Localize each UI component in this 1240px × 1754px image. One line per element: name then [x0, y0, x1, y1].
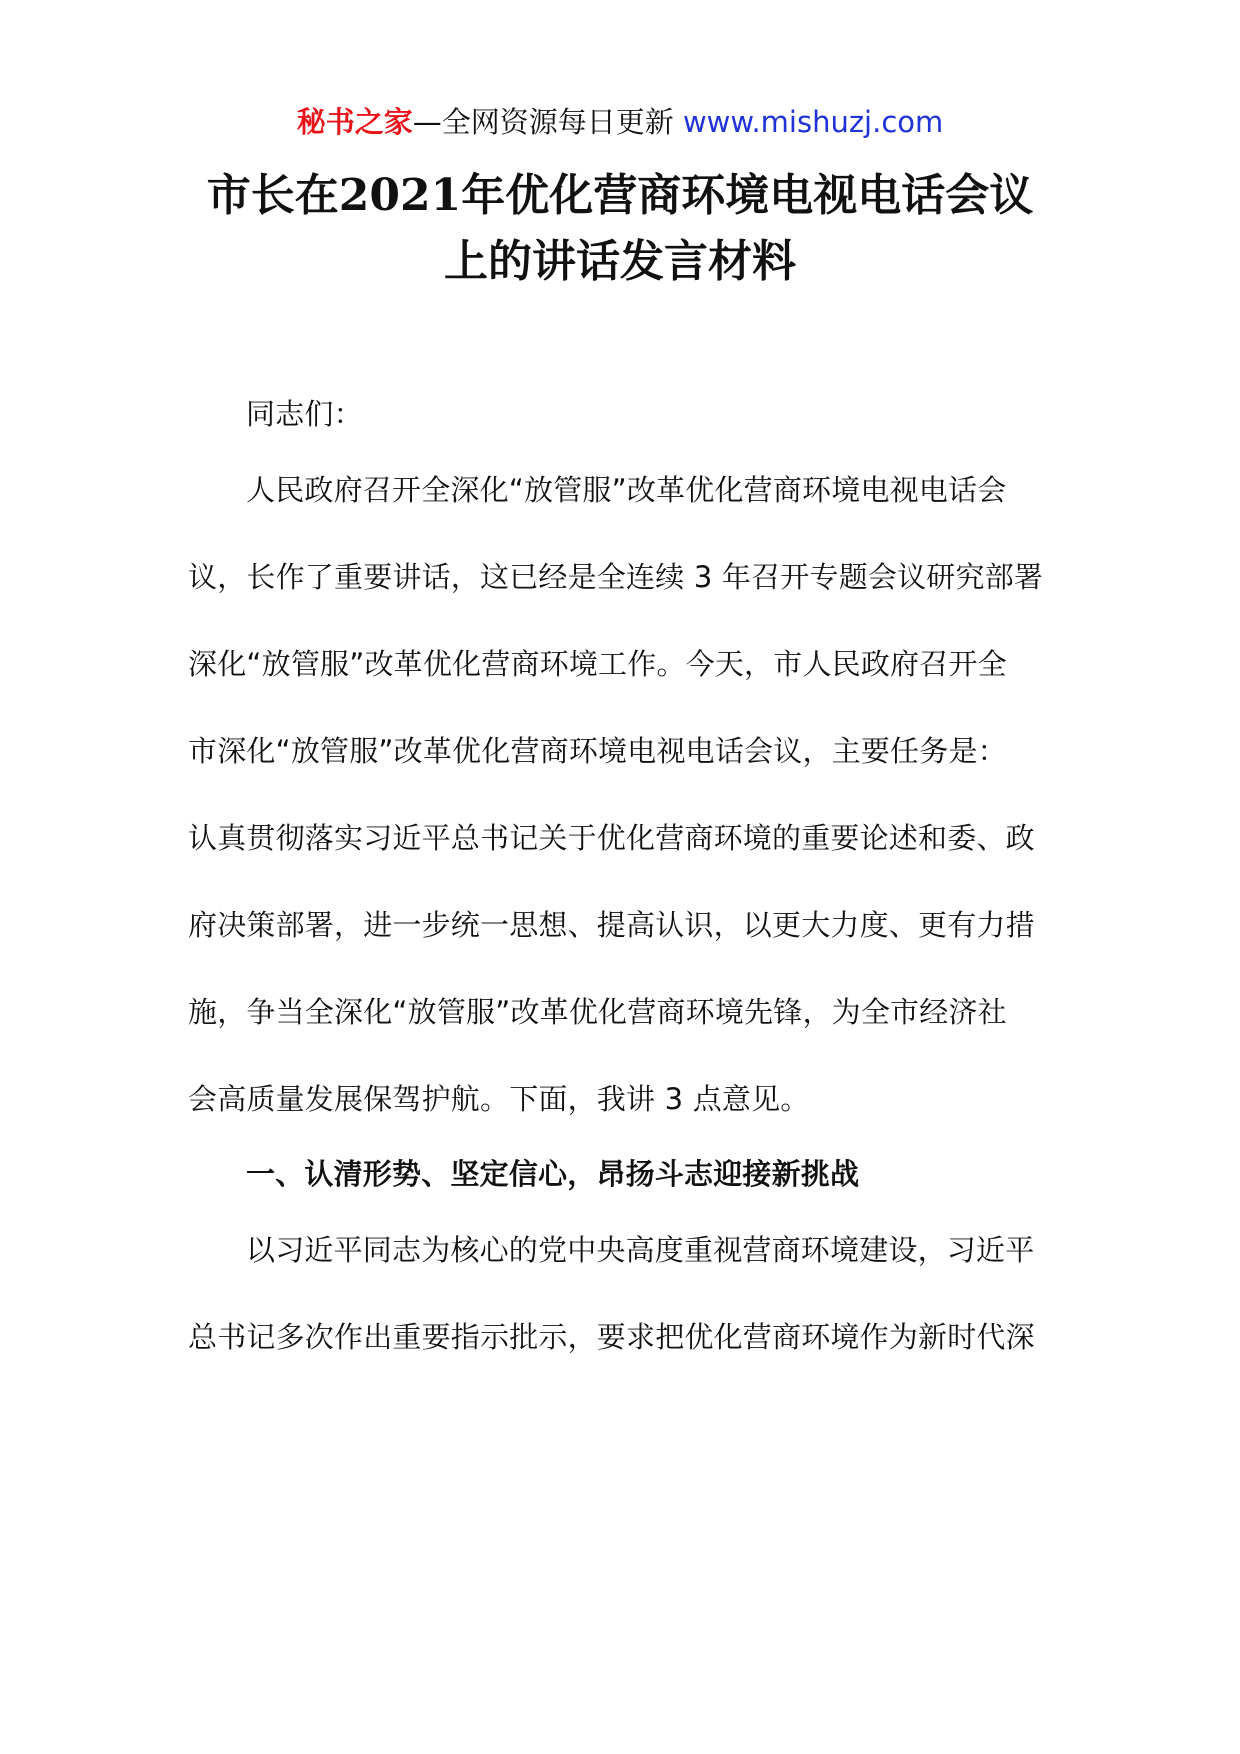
paragraph-line: 深化“放管服”改革优化营商环境工作。今天，市人民政府召开全: [188, 647, 1007, 681]
paragraph-line: 以习近平同志为核心的党中央高度重视营商环境建设，习近平: [246, 1233, 1035, 1267]
section-heading: 一、认清形势、坚定信心，昂扬斗志迎接新挑战: [246, 1157, 860, 1191]
salutation: 同志们：: [246, 397, 363, 431]
paragraph-line: 总书记多次作出重要指示批示，要求把优化营商环境作为新时代深: [188, 1320, 1035, 1354]
paragraph-line: 人民政府召开全深化“放管服”改革优化营商环境电视电话会: [246, 473, 1007, 507]
site-header: [0, 102, 1240, 142]
paragraph-line: 施，争当全深化“放管服”改革优化营商环境先锋，为全市经济社: [188, 995, 1007, 1029]
document-title-line-1: 市长在2021年优化营商环境电视电话会议: [206, 170, 1034, 221]
paragraph-line: 府决策部署，进一步统一思想、提高认识，以更大力度、更有力措: [188, 908, 1035, 942]
paragraph-line: 会高质量发展保驾护航。下面，我讲 3 点意见。: [188, 1082, 810, 1116]
document-title-line-2: 上的讲话发言材料: [444, 236, 796, 287]
paragraph-line: 市深化“放管服”改革优化营商环境电视电话会议，主要任务是：: [188, 734, 1007, 768]
paragraph-line: 认真贯彻落实习近平总书记关于优化营商环境的重要论述和委、政: [188, 821, 1035, 855]
header-tagline: —全网资源每日更新: [412, 105, 683, 139]
brand-name: 秘书之家: [296, 105, 413, 139]
site-url[interactable]: www.mishuzj.com: [682, 105, 944, 139]
paragraph-line: 议，长作了重要讲话，这已经是全连续 3 年召开专题会议研究部署: [188, 560, 1044, 594]
